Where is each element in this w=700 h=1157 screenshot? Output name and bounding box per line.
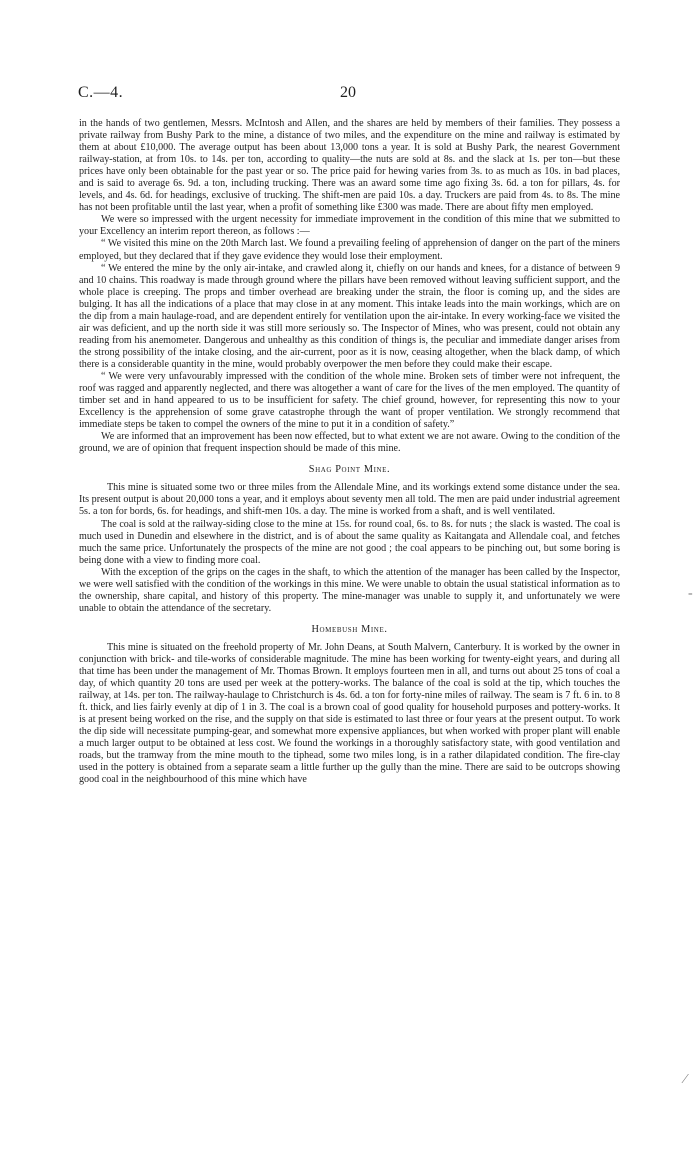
quoted-paragraph: “ We were very unfavourably impressed with the condition of the whole mine. Broken sets of timber were not infrequent, the roof was ragged and apparently neglected, and there was altogether a want of care for the lives of the men employed. The quantity of timber set and in hand appeared to us to be insufficient for safety. The chief ground, however, for representing this now to your Excellency is the apprehension of some grave catastrophe through the want of proper ventilation. We strongly recommend that immediate steps be taken to compel the owners of the mine to put it in a condition of safety.” [79, 370, 620, 431]
page-number: 20 [340, 84, 356, 101]
paragraph: This mine is situated some two or three miles from the Allendale Mine, and its workings extend some distance under the sea. Its present output is about 20,000 tons a year, and it employs about seventy men all told. The men are paid under industrial agreement 5s. a ton for bords, 6s. for headings, and shift-men 10s. a day. The mine is worked from a shaft, and is well ventilated. [79, 482, 620, 518]
page-header [78, 84, 618, 106]
paragraph: We were so impressed with the urgent necessity for immediate improvement in the condition of this mine that we submitted to your Excellency an interim report thereon, as follows :— [79, 214, 620, 238]
section-title-shag-point: Shag Point Mine. [308, 464, 391, 476]
section-title-homebush: Homebush Mine. [311, 623, 388, 635]
scan-margin-mark: ⁄ [684, 1072, 687, 1087]
scan-margin-mark: ‐ [688, 586, 693, 601]
quoted-paragraph: “ We entered the mine by the only air-intake, and crawled along it, chiefly on our hands and knees, for a distance of between 9 and 10 chains. This roadway is made through ground where the pillars have been removed without leaving sufficient support, and the whole place is creeping. The props and timber overhead are breaking under the strain, the floor is coming up, and the sides are bulging. It has all the indications of a place that may close in at any moment. This intake leads into the main workings, which are on the dip from a main haulage-road, and are dependent entirely for ventilation upon the air-intake. In every working-face we visited the air was deficient, and up the north side it was still more seriously so. The Inspector of Mines, who was present, could not obtain any reading from his anemometer. Dangerous and unhealthy as this condition of things is, the peculiar and immediate danger arises from the strong possibility of the intake closing, and the air-current, poor as it is now, ceasing altogether, when the black damp, of which there is a considerable quantity in the mine, would probably overpower the men before they could make their escape. [79, 262, 620, 370]
document-reference: C.—4. [78, 84, 124, 101]
paragraph-continued: in the hands of two gentlemen, Messrs. McIntosh and Allen, and the shares are held by members of their families. They possess a private railway from Bushy Park to the mine, a distance of two miles, and the expenditure on the mine and railway is estimated by them at about £10,000. The average output has been about 13,000 tons a year. It is sold at Bushy Park, the nearest Government railway-station, at from 10s. to 14s. per ton, according to quality—the nuts are sold at 8s. and the slack at 1s. per ton—but these prices have only been obtainable for the past year or so. The price paid for hewing varies from 3s. to as much as 10s. in bad places, and is said to average 6s. 9d. a ton, including trucking. There was an award some time ago fixing 3s. 6d. a ton for pillars, 4s. for levels, and 4s. 6d. for headings, exclusive of trucking. The shift-men are paid 10s. a day. Truckers are paid from 4s. to 8s. The mine has not been profitable until the last year, when a profit of something like £300 was made. There are about fifty men employed. [79, 118, 620, 214]
paragraph: The coal is sold at the railway-siding close to the mine at 15s. for round coal, 6s. to 8s. for nuts ; the slack is wasted. The coal is much used in Dunedin and elsewhere in the district, and is of about the same quality as Kaitangata and Allendale coal, and fetches much the same price. Unfortunately the prospects of the mine are not good ; the coal appears to be pinching out, but some boring is being done with a view to finding more coal. [79, 518, 620, 566]
document-body [79, 118, 620, 786]
paragraph: This mine is situated on the freehold property of Mr. John Deans, at South Malvern, Canterbury. It is worked by the owner in conjunction with brick- and tile-works of considerable magnitude. The mine has been working for twenty-eight years, and during all that time has been under the management of Mr. Thomas Brown. It employs fourteen men in all, and turns out about 25 tons of coal a day, of which quantity 20 tons are used per week at the pottery-works. The balance of the coal is sold at the tip, which touches the railway, at 14s. per ton. The railway-haulage to Christchurch is 4s. 6d. a ton for forty-nine miles of railway. The seam is 7 ft. 6 in. to 8 ft. thick, and lies fairly evenly at dip of 1 in 3. The coal is a brown coal of good quality for household purposes and pottery-works. It is at present being worked on the rise, and the supply on that side is estimated to last three or four years at the present output. To work the dip side will necessitate pumping-gear, and somewhat more expensive appliances, but when worked with proper plant will enable a much larger output to be obtained at less cost. We found the workings in a thoroughly satisfactory state, with good ventilation and roads, but the tramway from the mine mouth to the tiphead, some two miles long, is in a rather dilapidated condition. The fire-clay used in the pottery is obtained from a separate seam a little further up the gully than the mine. There are said to be outcrops showing good coal in the neighbourhood of this mine which have [79, 641, 620, 786]
paragraph: We are informed that an improvement has been now effected, but to what extent we are not aware. Owing to the condition of the ground, we are of opinion that frequent inspection should be made of this mine. [79, 431, 620, 455]
paragraph: With the exception of the grips on the cages in the shaft, to which the attention of the manager has been called by the Inspector, we were well satisfied with the condition of the workings in this mine. We were unable to obtain the usual statistical information as to the ownership, share capital, and history of this property. The mine-manager was unable to supply it, and unfortunately we were unable to obtain the attendance of the secretary. [79, 566, 620, 614]
quoted-paragraph: “ We visited this mine on the 20th March last. We found a prevailing feeling of apprehension of danger on the part of the miners employed, but they declared that if they gave evidence they would lose their employment. [79, 238, 620, 262]
